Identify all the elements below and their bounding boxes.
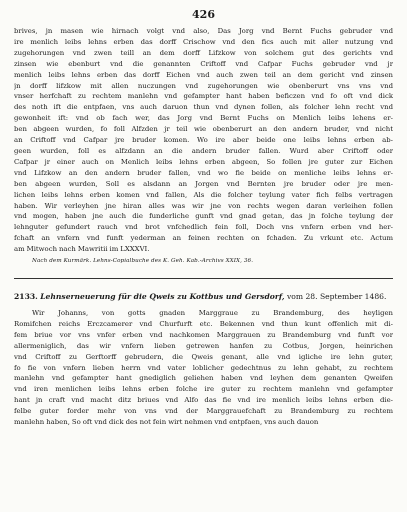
document-section-2-body: [14, 308, 393, 428]
section-1-text-line: lichen leibs lehns erben komen vnd fallen, Als die folcher teylung vater fich felbs vertragen: [14, 190, 393, 199]
section-1-text-line: vnser herfchaft zu rechtem manlehn vnd gefampter hant haben beficzen vnd fo oft vnd dick: [14, 92, 393, 101]
section-1-text-line: des noth ift die entpfaen, vns auch daruon thun vnd dynen follen, als folcher lehn recht vnd: [14, 103, 393, 112]
section-1-text-line: lehnguter gefundert rauch vnd brot vnfchedlich fein foll, Doch vns vnfern erben vnd her-: [14, 223, 393, 232]
section-2-text-line: allermeniglich, das wir vnfern lieben getrewen hanfen zu Cotbus, Jorgen, heinrichen: [14, 341, 393, 350]
section-1-text-line: Cafpar jr einer auch on Menlich leibs lehns erben abgeen, So follen jre guter zur Eichen: [14, 157, 393, 166]
section-1-text-line: ben abgeen wurden, fo foll Alfzden jr teil wie obenberurt an den andern bruder, vnd nicht: [14, 125, 393, 134]
section-1-text-line: an Criftoff vnd Cafpar jre bruder komen. Wo ire aber beide one leibs lehns erben ab-: [14, 136, 393, 145]
section-2-text-line: fem briue vor vns vnfer erben vnd nachkomen Marggrauen zu Brandemburg vnd funft vor: [14, 330, 393, 339]
section-1-text-line: geen wurden, foll es alfzdann an die andern bruder fallen. Wurd aber Criftoff oder: [14, 146, 393, 155]
section-2-text-line: felbe guter forder mehr von vns vnd der Marggrauefchaft zu Brandemburg zu rechtem: [14, 407, 393, 416]
section-1-text-line: brives, jn masen wie hirnach volgt vnd also, Das Jorg vnd Bernt Fuchs gebruder vnd: [14, 27, 393, 35]
section-2-text-line: vnd Criftoff zu Gerftorff gebrudern, die Qweis genant, alle vnd igliche ire lehn guter,: [14, 352, 393, 361]
section-2-text-line: fo fie von vnfern lieben herrn vnd vater loblicher gedechtnus zu lehn gehabt, zu rechtem: [14, 363, 393, 372]
section-1-text-line: ire menlich leibs lehns erben das dorff Crischow vnd den fics auch mit aller nutzung vnd: [14, 37, 393, 46]
document-section-1-body: [14, 26, 393, 255]
document-section-2-heading: [14, 291, 393, 302]
section-1-text-line: am Mitwoch nach Mawritii im LXXXVI.: [14, 245, 150, 254]
document-date: vom 28. September 1486.: [286, 292, 387, 302]
section-1-text-line: zinsen wie ebenburt vnd die genannten Criftoff vnd Cafpar Fuchs gebruder vnd jr: [14, 59, 393, 68]
section-1-text-line: menlich leibs lehns erben das dorff Eichen vnd auch zwen teil an dem gericht vnd zinsen: [14, 70, 393, 79]
section-1-text-line: ben abgeen wurden, Soll es alsdann an Jorgen vnd Bernten jre bruder oder jre men-: [14, 179, 393, 188]
section-1-text-line: vnd mogen, haben jne auch die funderliche gunft vnd gnad getan, das jn folche teylung der: [14, 212, 393, 221]
section-divider: [14, 278, 393, 279]
section-2-text-line: Wir Johanns, von gotts gnaden Marggraue zu Brandemburg, des heyligen: [32, 309, 393, 318]
section-1-text-line: jn dorff lifzkow mit allen nuczungen vnd zugehorungen wie obenberurt vns vns vnd: [14, 81, 393, 90]
section-1-text-line: gewonheit ift: vnd ob fach wer, das Jorg vnd Bernt Fuchs on Menlich leibs lehens er-: [14, 114, 393, 123]
document-number: 2133.: [14, 292, 38, 302]
section-2-text-line: manlehn vnd gefampter hant gnediglich geliehen haben vnd leyhen dem genanten Qweifen: [14, 374, 393, 383]
section-1-text-line: haben. Wir verleyhen jne hiran alles was wir jne von rechts wegen daran verleihen follen: [14, 201, 393, 210]
section-1-text-line: fchaft an vnfern vnd funft yederman an feinen rechten on fchaden. Zu vrkunt etc. Actum: [14, 234, 393, 243]
source-citation: Nach dem Kurmärk. Lehns-Copialbuche des K. Geh. Kab.-Archivs XXIX, 36.: [32, 258, 254, 265]
section-2-text-line: Romifchen reichs Erczcamerer vnd Churfurft etc. Bekennen vnd thun kunt offenlich mit di-: [14, 319, 393, 328]
section-2-text-line: vnd iren menlichen leibs lehns erben folche ire guter zu rechtem manlehn vnd gefampter: [14, 385, 393, 394]
document-title: Lehnserneuerung für die Qweis zu Kottbus und Gersdorf,: [40, 292, 285, 302]
section-1-text-line: zugehorungen vnd zwen teill an dem dorff Lifzkow von solchem gut des gerichts vnd: [14, 48, 393, 57]
section-1-text-line: vnd Lifzkow an den andern bruder fallen, vnd wo fie beide on menliche leibs lehns er-: [14, 168, 393, 177]
section-2-text-line: hant jn craft vnd macht ditz briues vnd Alfo das fie vnd ire menlich leibs lehns erben die-: [14, 396, 393, 405]
page-number: 426: [192, 8, 215, 21]
section-2-text-line: manlehn haben, So oft vnd dick des not fein wirt nehmen vnd entpfaen, vns auch dauon: [14, 418, 319, 427]
